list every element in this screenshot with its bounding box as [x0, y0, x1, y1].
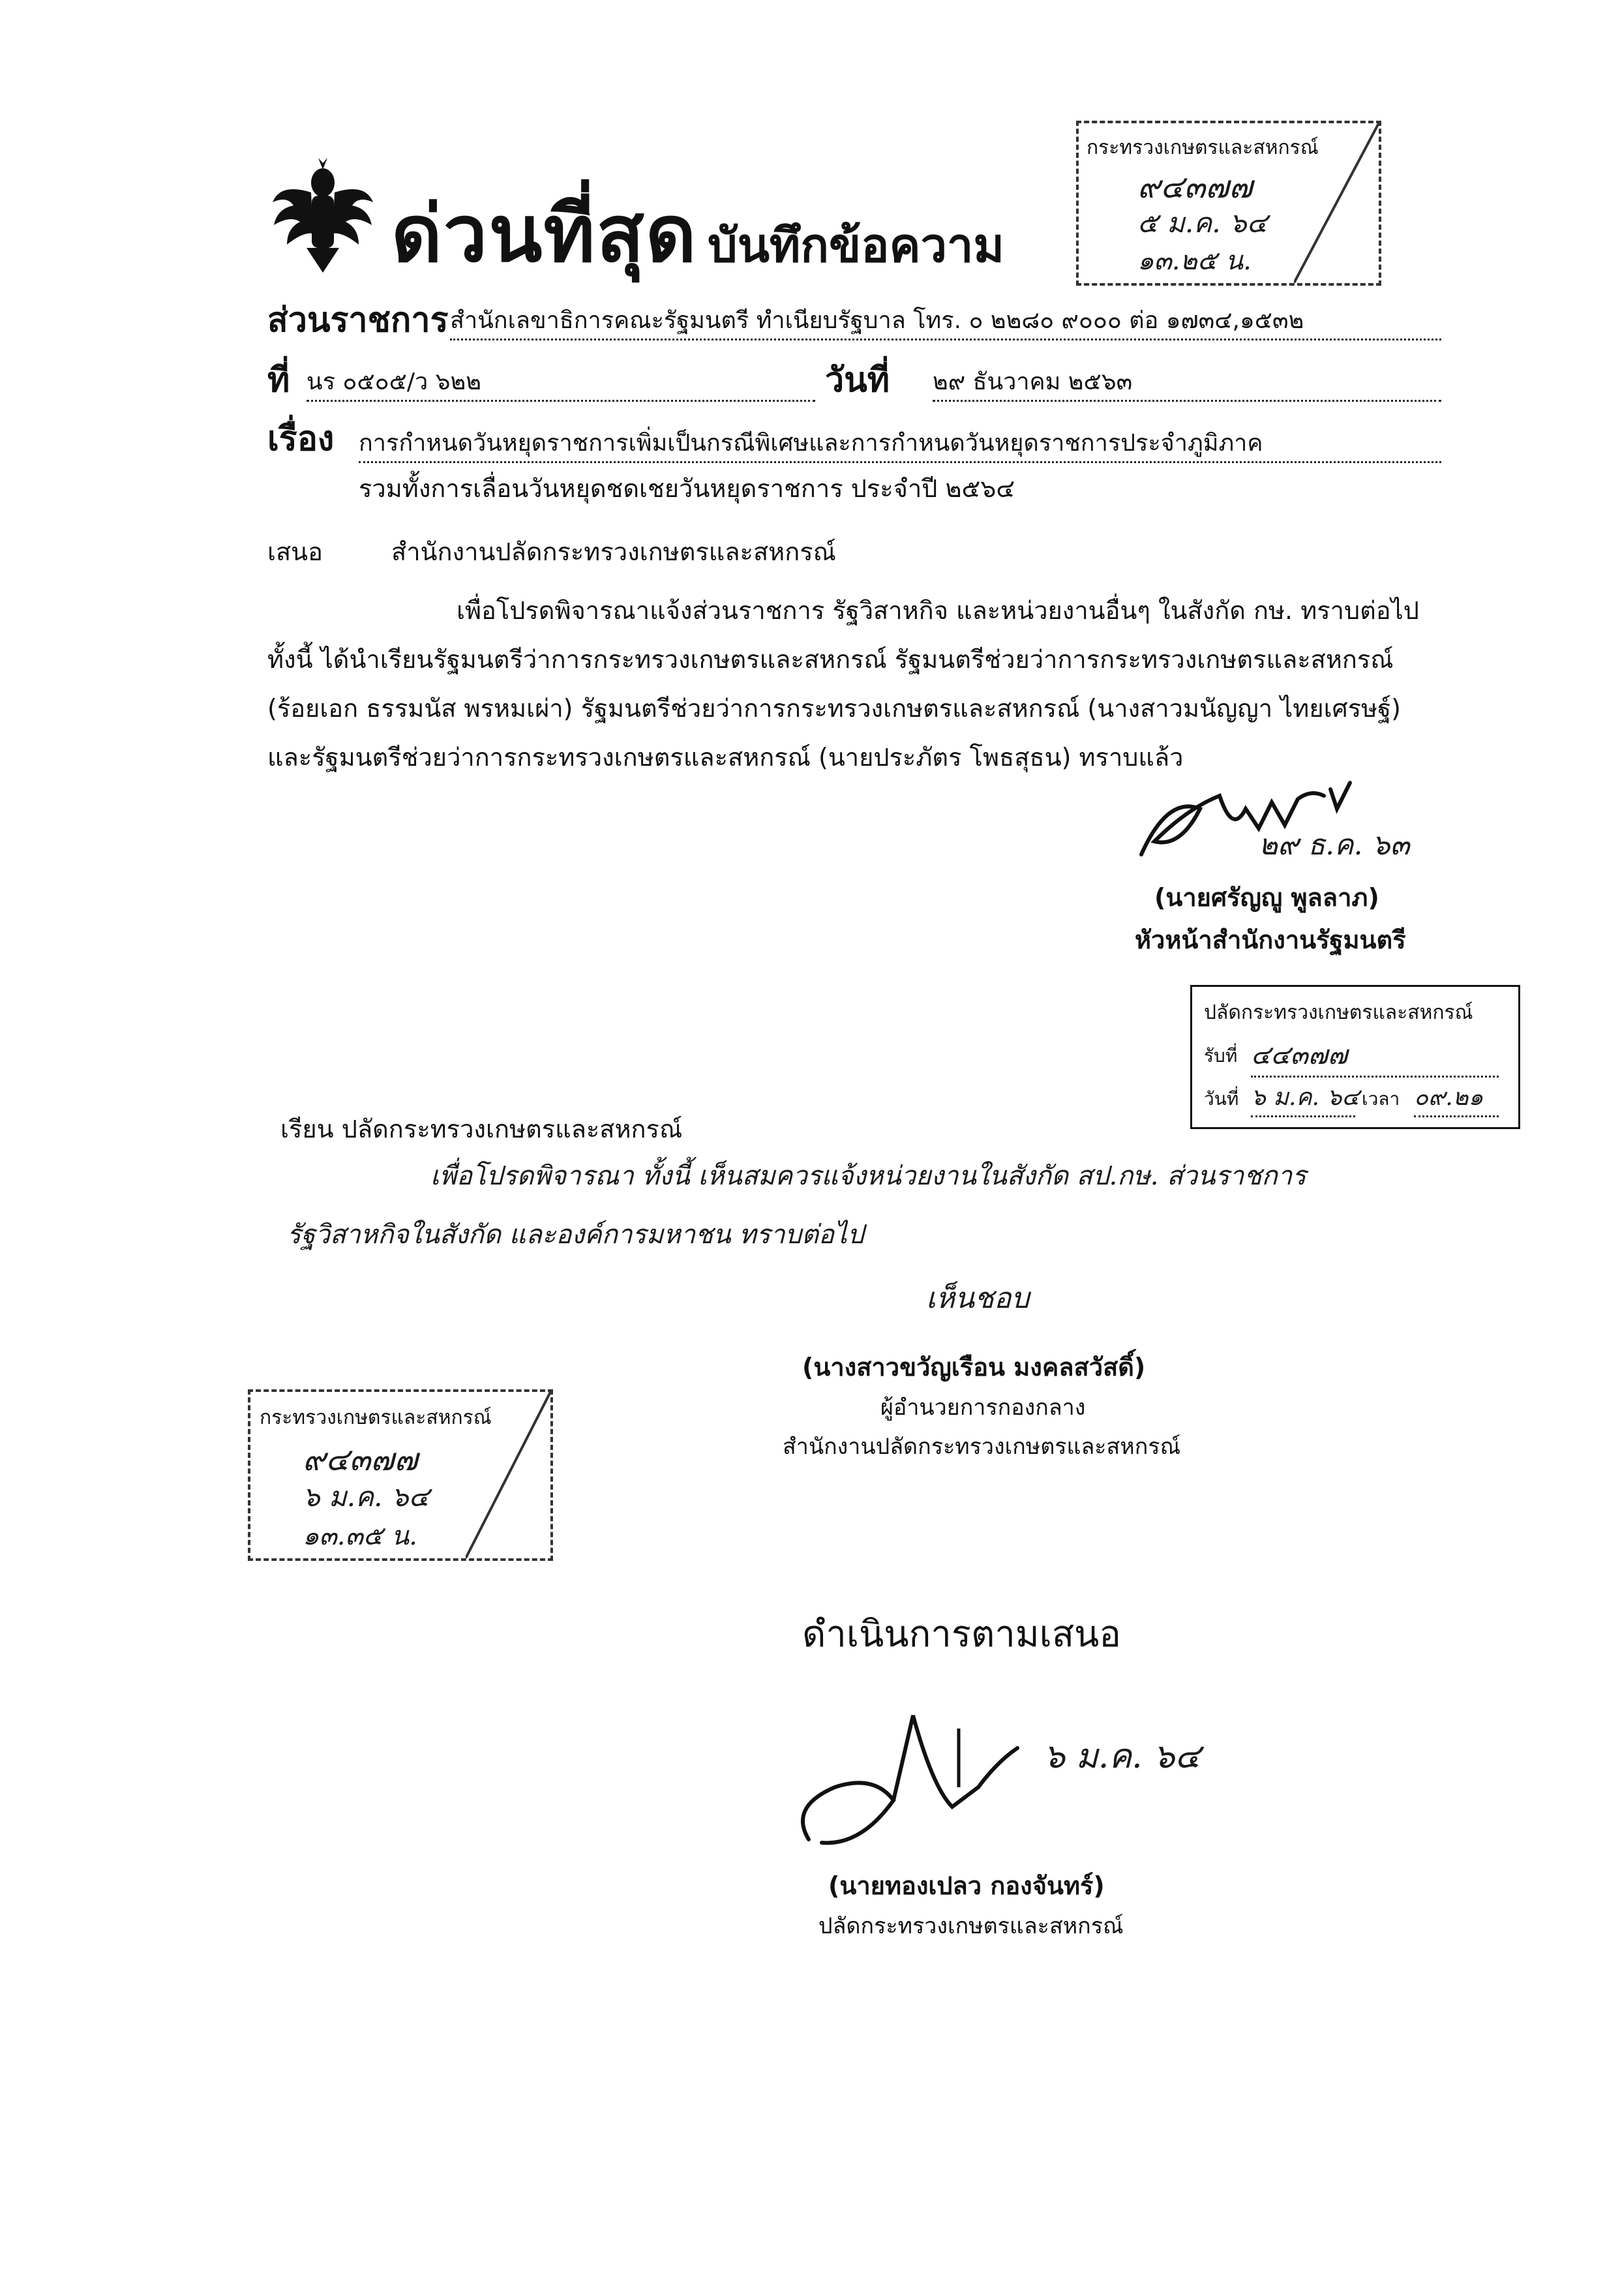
stamp-top-time: ๑๓.๒๕ น.: [1137, 246, 1252, 276]
note-signer-title-1: ผู้อำนวยการกองกลาง: [880, 1395, 1086, 1421]
urgency-label: ด่วนที่สุด: [391, 189, 698, 280]
receive-number-label: รับที่: [1204, 1045, 1238, 1066]
body-line-4: และรัฐมนตรีช่วยว่าการกระทรวงเกษตรและสหกรณ์ (นายประภัตร โพธสุธน) ทราบแล้ว: [267, 743, 1184, 772]
receive-date-value: ๖ ม.ค. ๖๔: [1251, 1078, 1355, 1117]
receive-time-label: เวลา: [1362, 1088, 1400, 1110]
note-hand-line-1: เพื่อโปรดพิจารณา ทั้งนี้ เห็นสมควรแจ้งหน่วยงานในสังกัด สป.กษ. ส่วนราชการ: [430, 1161, 1306, 1191]
subject-line-1: การกำหนดวันหยุดราชการเพิ่มเป็นกรณีพิเศษและการกำหนดวันหยุดราชการประจำภูมิภาค: [359, 424, 1441, 463]
stamp-bottom-number: ๙๔๓๗๗: [303, 1442, 418, 1478]
stamp-bottom-date: ๖ ม.ค. ๖๔: [303, 1481, 430, 1513]
subject-label: เรื่อง: [267, 419, 335, 459]
garuda-emblem: [267, 157, 378, 274]
stamp-bottom-time: ๑๓.๓๕ น.: [303, 1521, 417, 1551]
approval-signer-name: (นายทองเปลว กองจันทร์): [828, 1871, 1105, 1900]
note-signer-title-2: สำนักงานปลัดกระทรวงเกษตรและสหกรณ์: [783, 1434, 1181, 1460]
stamp-top-org: กระทรวงเกษตรและสหกรณ์: [1087, 136, 1319, 159]
received-stamp-top: [1076, 121, 1381, 286]
approval-heading: ดำเนินการตามเสนอ: [802, 1613, 1121, 1655]
received-stamp-bottom: [248, 1389, 553, 1561]
propose-recipient: สำนักงานปลัดกระทรวงเกษตรและสหกรณ์: [391, 537, 836, 566]
document-type: บันทึกข้อความ: [708, 218, 1004, 273]
stamp-top-number: ๙๔๓๗๗: [1137, 169, 1253, 205]
ref-value: นร ๐๕๐๕/ว ๖๒๒: [307, 363, 815, 402]
signature-1-date: ๒๙ ธ.ค. ๖๓: [1259, 828, 1410, 862]
receive-stamp: [1190, 985, 1520, 1129]
note-hand-line-2: รัฐวิสาหกิจในสังกัด และองค์การมหาชน ทราบต่อไป: [287, 1220, 864, 1250]
receive-stamp-org: ปลัดกระทรวงเกษตรและสหกรณ์: [1204, 1001, 1473, 1024]
agency-value: สำนักเลขาธิการคณะรัฐมนตรี ทำเนียบรัฐบาล โทร. ๐ ๒๒๘๐ ๙๐๐๐ ต่อ ๑๗๓๔,๑๕๓๒: [450, 301, 1441, 340]
note-salutation: เรียน ปลัดกระทรวงเกษตรและสหกรณ์: [280, 1115, 683, 1143]
receive-number-value: ๔๔๓๗๗: [1251, 1034, 1499, 1078]
signer-1-name: (นายศรัญญู พูลลาภ): [1154, 883, 1379, 912]
date-label: วันที่: [825, 361, 890, 400]
note-initial: เห็นชอบ: [926, 1282, 1030, 1315]
signer-1-title: หัวหน้าสำนักงานรัฐมนตรี: [1135, 926, 1406, 954]
body-line-1: เพื่อโปรดพิจารณาแจ้งส่วนราชการ รัฐวิสาหกิจ และหน่วยงานอื่นๆ ในสังกัด กษ. ทราบต่อไป: [457, 596, 1419, 625]
receive-date-label: วันที่: [1204, 1088, 1239, 1110]
stamp-bottom-org: กระทรวงเกษตรและสหกรณ์: [260, 1406, 492, 1429]
ref-label: ที่: [267, 361, 290, 400]
body-line-3: (ร้อยเอก ธรรมนัส พรหมเผ่า) รัฐมนตรีช่วยว่าการกระทรวงเกษตรและสหกรณ์ (นางสาวมนัญญา ไทยเศรษฐ์): [267, 694, 1401, 723]
subject-line-2: รวมทั้งการเลื่อนวันหยุดชดเชยวันหยุดราชการ ประจำปี ๒๕๖๔: [359, 474, 1015, 503]
approval-signer-title: ปลัดกระทรวงเกษตรและสหกรณ์: [818, 1913, 1124, 1939]
date-value: ๒๙ ธันวาคม ๒๕๖๓: [933, 363, 1441, 402]
stamp-top-diagonal: [1294, 123, 1379, 283]
approval-hand-date: ๖ ม.ค. ๖๔: [1043, 1737, 1201, 1776]
note-signer-name: (นางสาวขวัญเรือน มงคลสวัสดิ์): [802, 1353, 1146, 1382]
agency-label: ส่วนราชการ: [267, 301, 449, 340]
propose-label: เสนอ: [267, 537, 323, 566]
body-line-2: ทั้งนี้ ได้นำเรียนรัฐมนตรีว่าการกระทรวงเกษตรและสหกรณ์ รัฐมนตรีช่วยว่าการกระทรวงเกษตรและสหกรณ์: [267, 645, 1394, 674]
stamp-bottom-diagonal: [466, 1392, 550, 1558]
stamp-top-date: ๕ ม.ค. ๖๔: [1137, 207, 1268, 239]
receive-time-value: ๐๙.๒๑: [1414, 1078, 1499, 1117]
